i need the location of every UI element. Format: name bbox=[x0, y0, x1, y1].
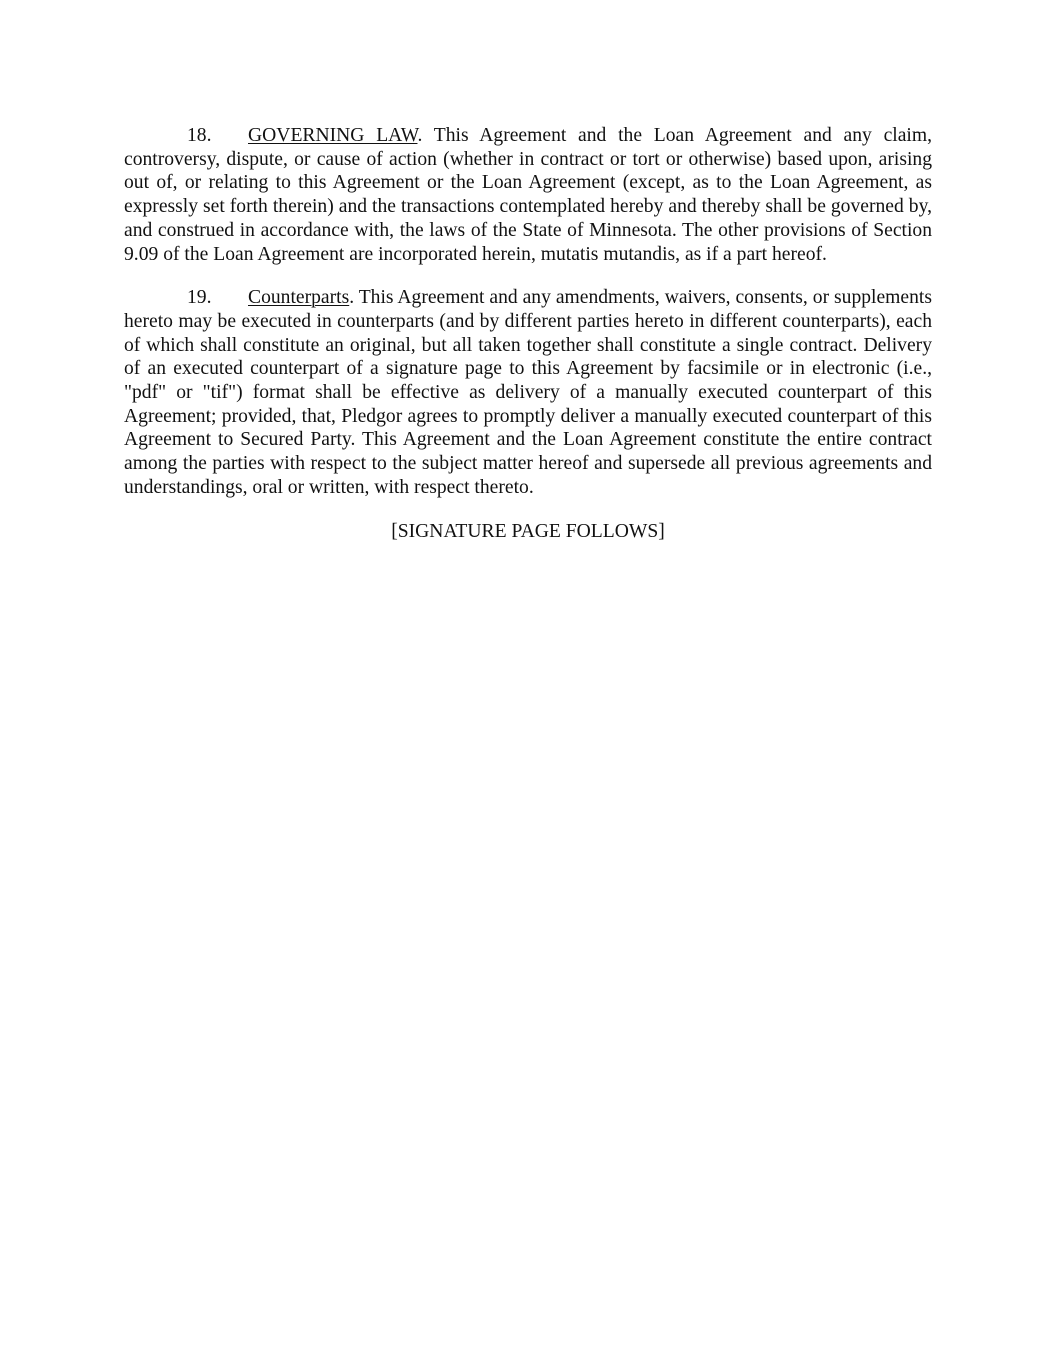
section-number: 19. bbox=[187, 287, 212, 309]
section-heading: Counterparts bbox=[248, 287, 350, 309]
section-number: 18. bbox=[187, 125, 212, 146]
section-counterparts bbox=[124, 286, 932, 499]
section-body: . This Agreement and the Loan Agreement and any claim, controversy, dispute, or cause of action (whether in contract or tort or otherwise) based upon, arising out of, or relating to this Agreement or the Loan Agreement (except, as to the Loan Agreement, as expressly set forth therein) and the transactions contemplated hereby and thereby shall be governed by, and construed in accordance with, the laws of the State of Minnesota. The other provisions of Section 9.09 of the Loan Agreement are incorporated herein, mutatis mutandis, as if a part hereof. bbox=[124, 125, 932, 265]
signature-page-follows-note: [SIGNATURE PAGE FOLLOWS] bbox=[391, 520, 665, 542]
document-page bbox=[124, 124, 932, 543]
section-heading: GOVERNING LAW bbox=[248, 125, 418, 146]
section-governing-law bbox=[124, 124, 932, 266]
section-body: . This Agreement and any amendments, waivers, consents, or supplements hereto may be executed in counterparts (and by different parties hereto in different counterparts), each of which shall constitute an original, but all taken together shall constitute a single contract. Delivery of an executed counterpart of a signature page to this Agreement by facsimile or in electronic (i.e., "pdf" or "tif") format shall be effective as delivery of a manually executed counterpart of this Agreement; provided, that, Pledgor agrees to promptly deliver a manually executed counterpart of this Agreement to Secured Party. This Agreement and the Loan Agreement constitute the entire contract among the parties with respect to the subject matter hereof and supersede all previous agreements and understandings, oral or written, with respect thereto. bbox=[124, 287, 932, 498]
